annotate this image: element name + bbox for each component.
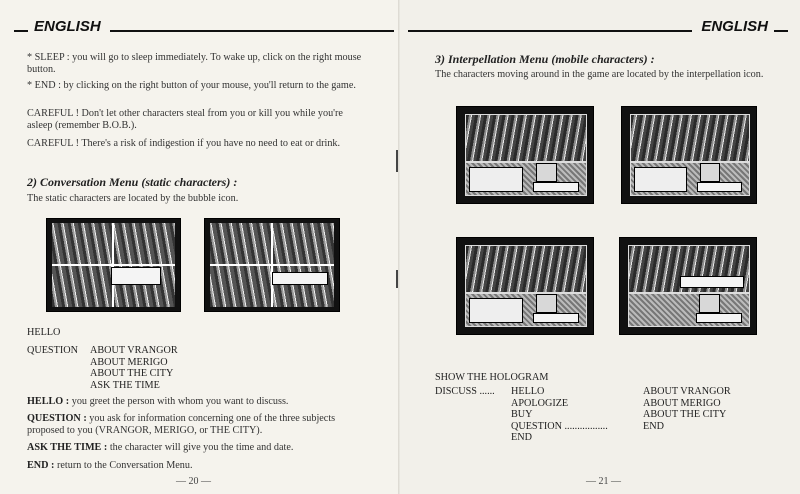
interpellation-menu-intro: The characters moving around in the game are located by the interpellation icon. — [435, 69, 764, 80]
conv-hello: HELLO — [27, 327, 61, 338]
conv-option: ABOUT MERIGO — [90, 356, 168, 368]
interpellation-screenshot-1 — [456, 106, 594, 204]
question-option: END — [643, 420, 664, 432]
question-option: ABOUT MERIGO — [643, 397, 721, 409]
conv-option: ABOUT THE CITY — [90, 368, 174, 380]
left-page-number: — 20 — — [176, 476, 211, 487]
gutter-mark — [396, 270, 398, 288]
conversation-menu-intro: The static characters are located by the bubble icon. — [27, 193, 239, 204]
conv-option: ABOUT VRANGOR — [90, 345, 178, 356]
right-header-title: ENGLISH — [701, 18, 768, 35]
conv-question: QUESTION — [27, 345, 78, 356]
discuss-option: BUY — [511, 409, 533, 421]
discuss-option: HELLO — [511, 386, 545, 397]
time-description: ASK THE TIME : the character will give you the time and date. — [27, 442, 294, 453]
right-page — [400, 0, 800, 494]
conversation-menu-title: 2) Conversation Menu (static characters) : — [27, 175, 238, 189]
interpellation-screenshot-4 — [619, 237, 757, 335]
discuss-option: END — [511, 432, 532, 444]
interpellation-menu-tree — [435, 372, 775, 444]
conversation-menu-tree — [27, 327, 367, 391]
show-hologram: SHOW THE HOLOGRAM — [435, 372, 549, 383]
sleep-paragraph: * SLEEP : you will go to sleep immediately. To wake up, click on the right mouse button. — [27, 52, 362, 75]
question-description: QUESTION : you ask for information concerning one of the three subjects proposed to you (VRANGOR, MERIGO, or THE CITY). — [27, 413, 336, 436]
right-header — [408, 18, 788, 38]
interpellation-screenshot-3 — [456, 237, 594, 335]
end-paragraph: * END : by clicking on the right button of your mouse, you'll return to the game. — [27, 80, 356, 91]
left-header-title: ENGLISH — [34, 18, 101, 35]
gutter-mark — [396, 150, 398, 172]
discuss-label: DISCUSS ...... — [435, 386, 495, 397]
conversation-screenshot-1 — [46, 218, 181, 312]
end-description: END : return to the Conversation Menu. — [27, 460, 193, 471]
careful-steal-paragraph: CAREFUL ! Don't let other characters steal from you or kill you while you're asleep (remember B.O.B.). — [27, 108, 343, 131]
discuss-option: APOLOGIZE — [511, 397, 569, 409]
question-option: ABOUT THE CITY — [643, 409, 727, 421]
careful-indigestion-paragraph: CAREFUL ! There's a risk of indigestion if you have no need to eat or drink. — [27, 138, 341, 149]
left-header — [14, 18, 394, 38]
conv-option: ASK THE TIME — [90, 379, 160, 391]
interpellation-menu-title: 3) Interpellation Menu (mobile characters) : — [435, 52, 655, 66]
interpellation-screenshot-2 — [621, 106, 757, 204]
right-page-number: — 21 — — [586, 476, 621, 487]
hello-description: HELLO : you greet the person with whom you want to discuss. — [27, 396, 289, 407]
question-option: ABOUT VRANGOR — [643, 386, 731, 397]
discuss-option: QUESTION ................. — [511, 420, 608, 432]
conversation-screenshot-2 — [204, 218, 340, 312]
